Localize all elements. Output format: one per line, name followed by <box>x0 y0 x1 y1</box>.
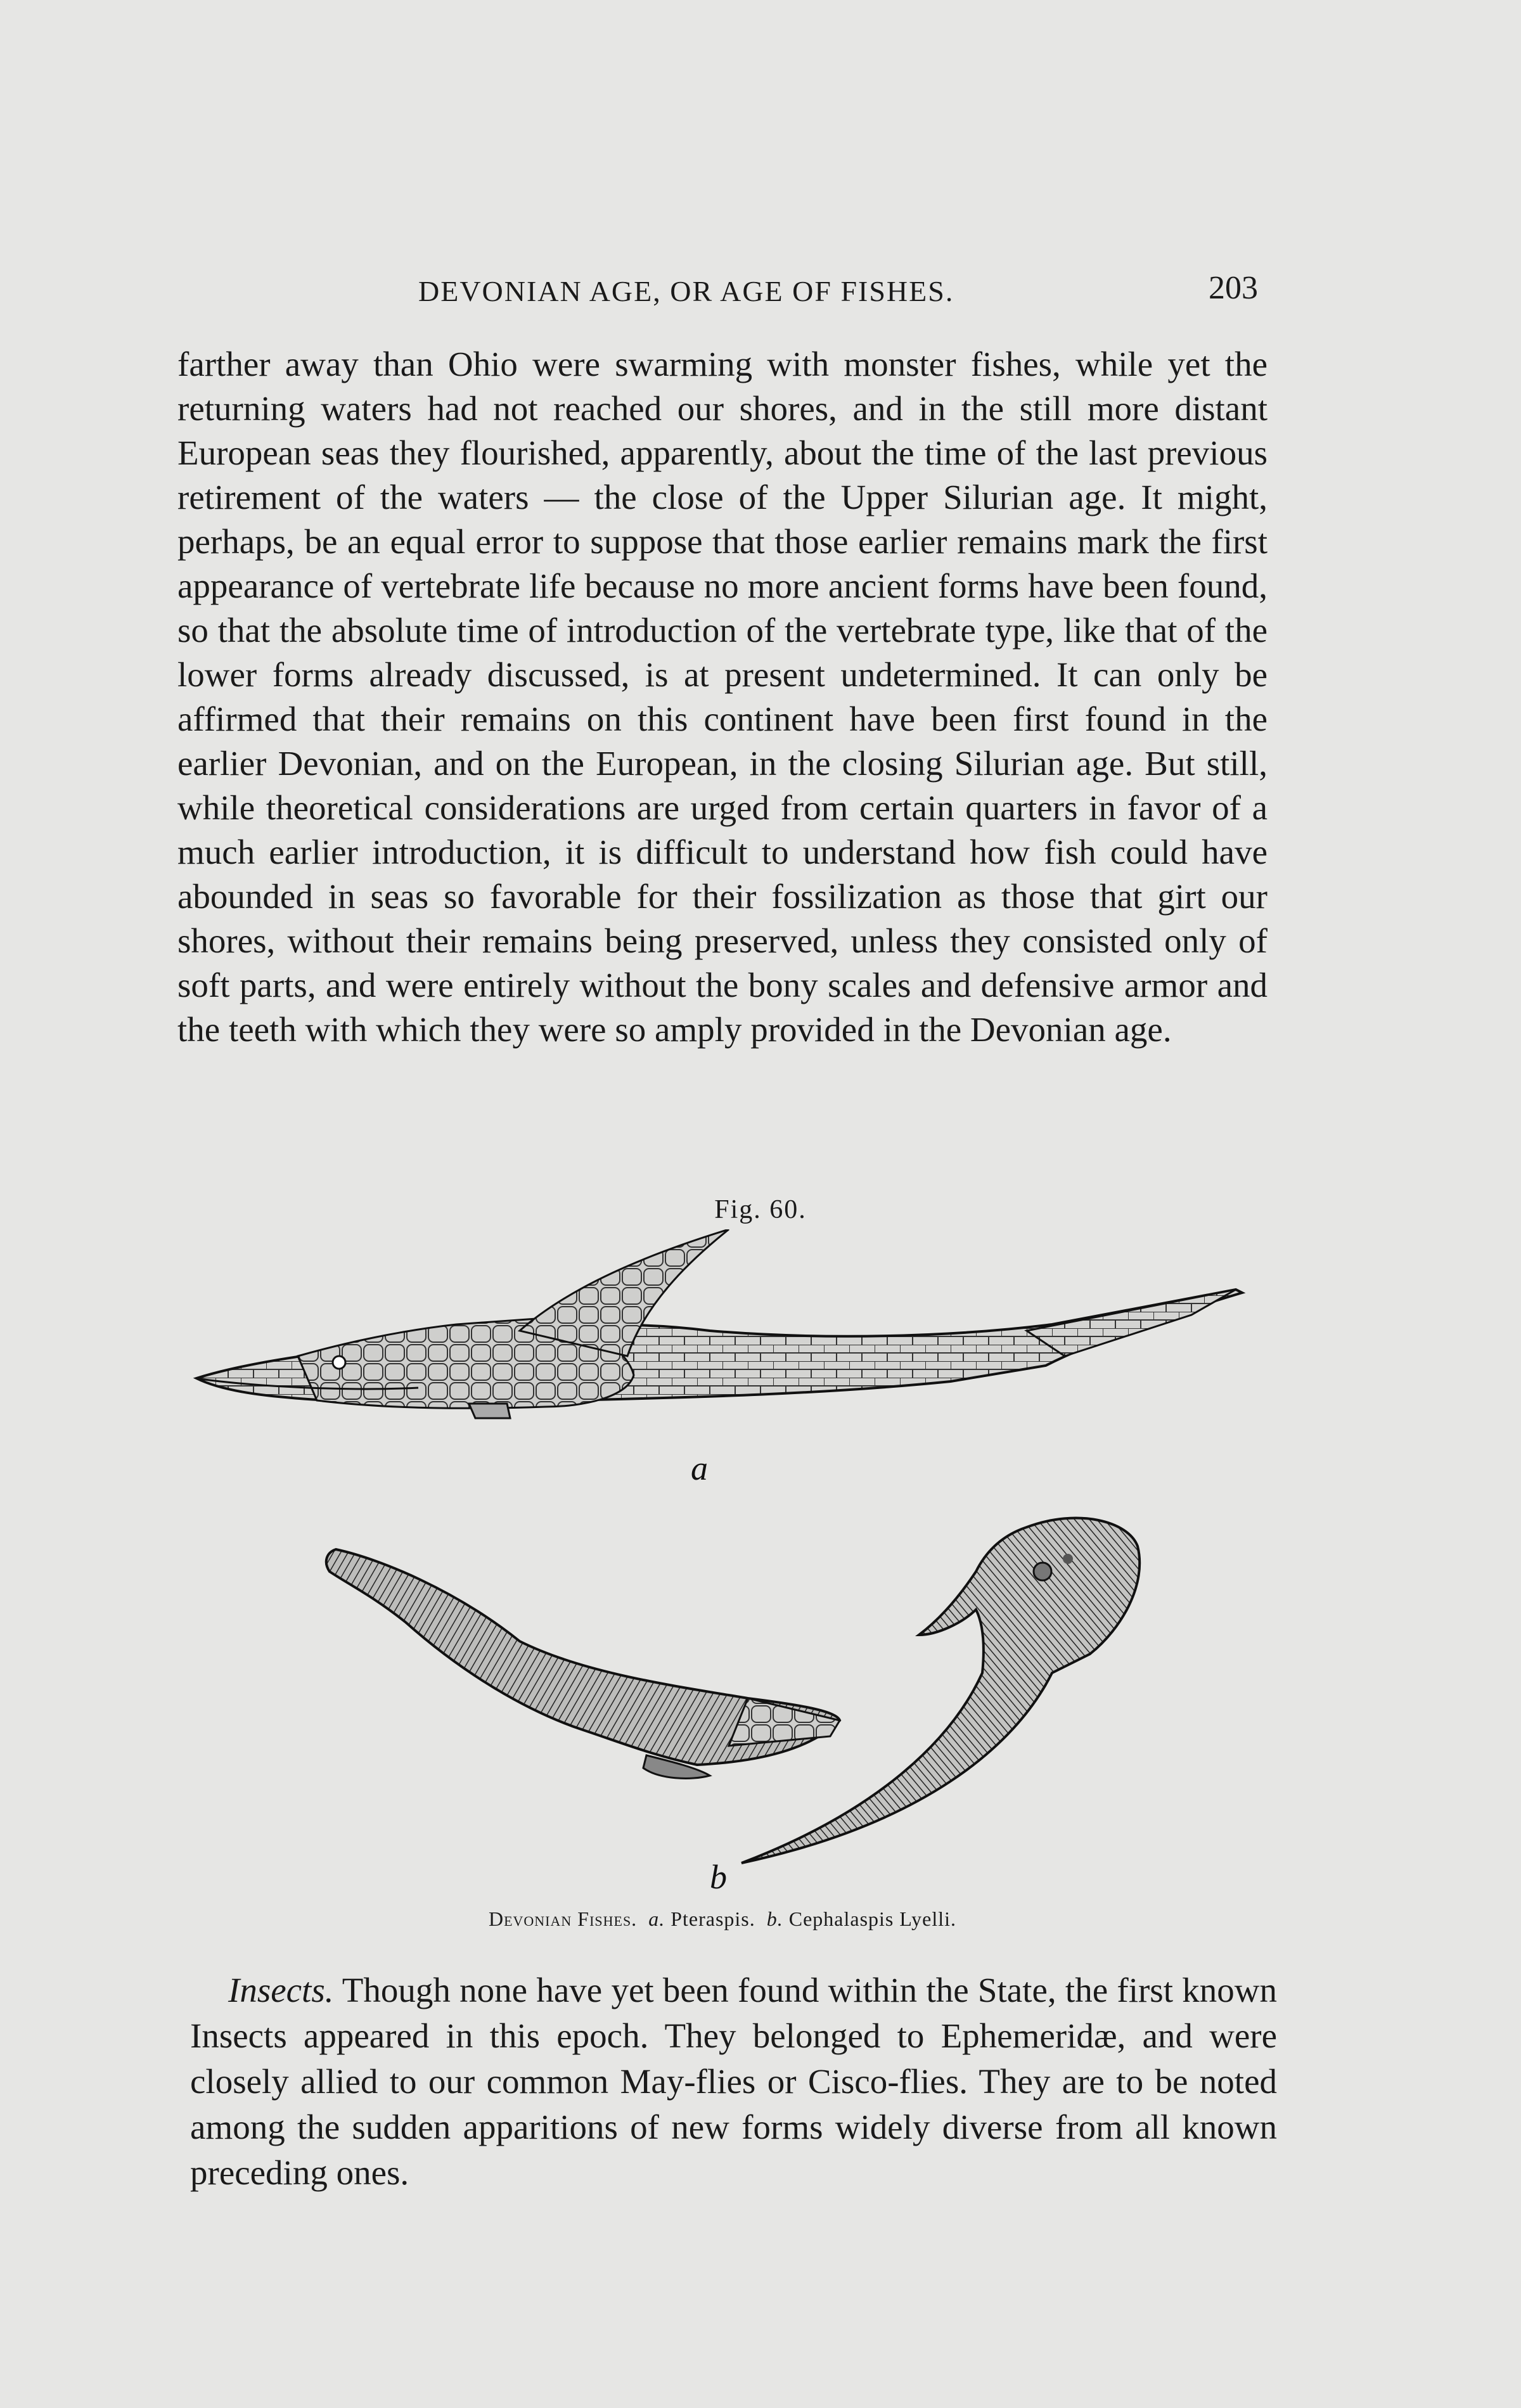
body-paragraph: farther away than Ohio were swarming with monster fishes, while yet the returning waters had not reached our shores, and in the still more distant European seas they flourished, apparently, about the time of the last previous retirement of the waters — the close of the Upper Silurian age. It might, perhaps, be an equal error to suppose that those earlier remains mark the first appearance of vertebrate life because no more ancient forms have been found, so that the absolute time of introduction of the vertebrate type, like that of the lower forms already discussed, is at present undetermined. It can only be affirmed that their remains on this continent have been first found in the earlier Devonian, and on the European, in the closing Silurian age. But still, while theoretical considerations are urged from certain quarters in favor of a much earlier introduction, it is difficult to understand how fish could have abounded in seas so favorable for their fossilization as those that girt our shores, without their remains being preserved, unless they consisted only of soft parts, and were entirely without the bony scales and defensive armor and the teeth with which they were so amply provided in the Devonian age. <box>177 345 1268 1049</box>
caption-letter-a: a. <box>648 1907 665 1930</box>
running-title: DEVONIAN AGE, OR AGE OF FISHES. <box>418 275 954 307</box>
caption-name-b: Cephalaspis Lyelli. <box>788 1907 957 1930</box>
cephalaspis-left-drawing <box>326 1549 840 1778</box>
caption-name-a: Pteraspis. <box>671 1907 755 1930</box>
figure-devonian-fishes <box>190 1229 1268 1895</box>
insects-text: Though none have yet been found within the State, the first known Insects appeared in this epoch. They belonged to Ephemeridæ, and were closely allied to our common May-flies or Cisco-flies. They are to be noted among the sudden apparitions of new forms widely diverse from all known preceding ones. <box>190 1971 1277 2192</box>
figure-letter-b: b <box>710 1858 727 1895</box>
caption-title: Devonian Fishes. <box>488 1907 638 1930</box>
insects-heading: Insects. <box>228 1971 334 2009</box>
cephalaspis-right-drawing <box>741 1518 1139 1863</box>
page-header <box>177 269 1258 314</box>
figure-caption <box>177 1907 1268 1931</box>
fish-illustration <box>190 1229 1268 1895</box>
figure-label: Fig. 60. <box>714 1195 807 1224</box>
caption-letter-b: b. <box>766 1907 783 1930</box>
pteraspis-drawing <box>196 1229 1242 1418</box>
figure-letter-a: a <box>691 1449 708 1487</box>
insects-paragraph <box>190 1968 1277 2196</box>
page-number: 203 <box>1209 270 1258 306</box>
